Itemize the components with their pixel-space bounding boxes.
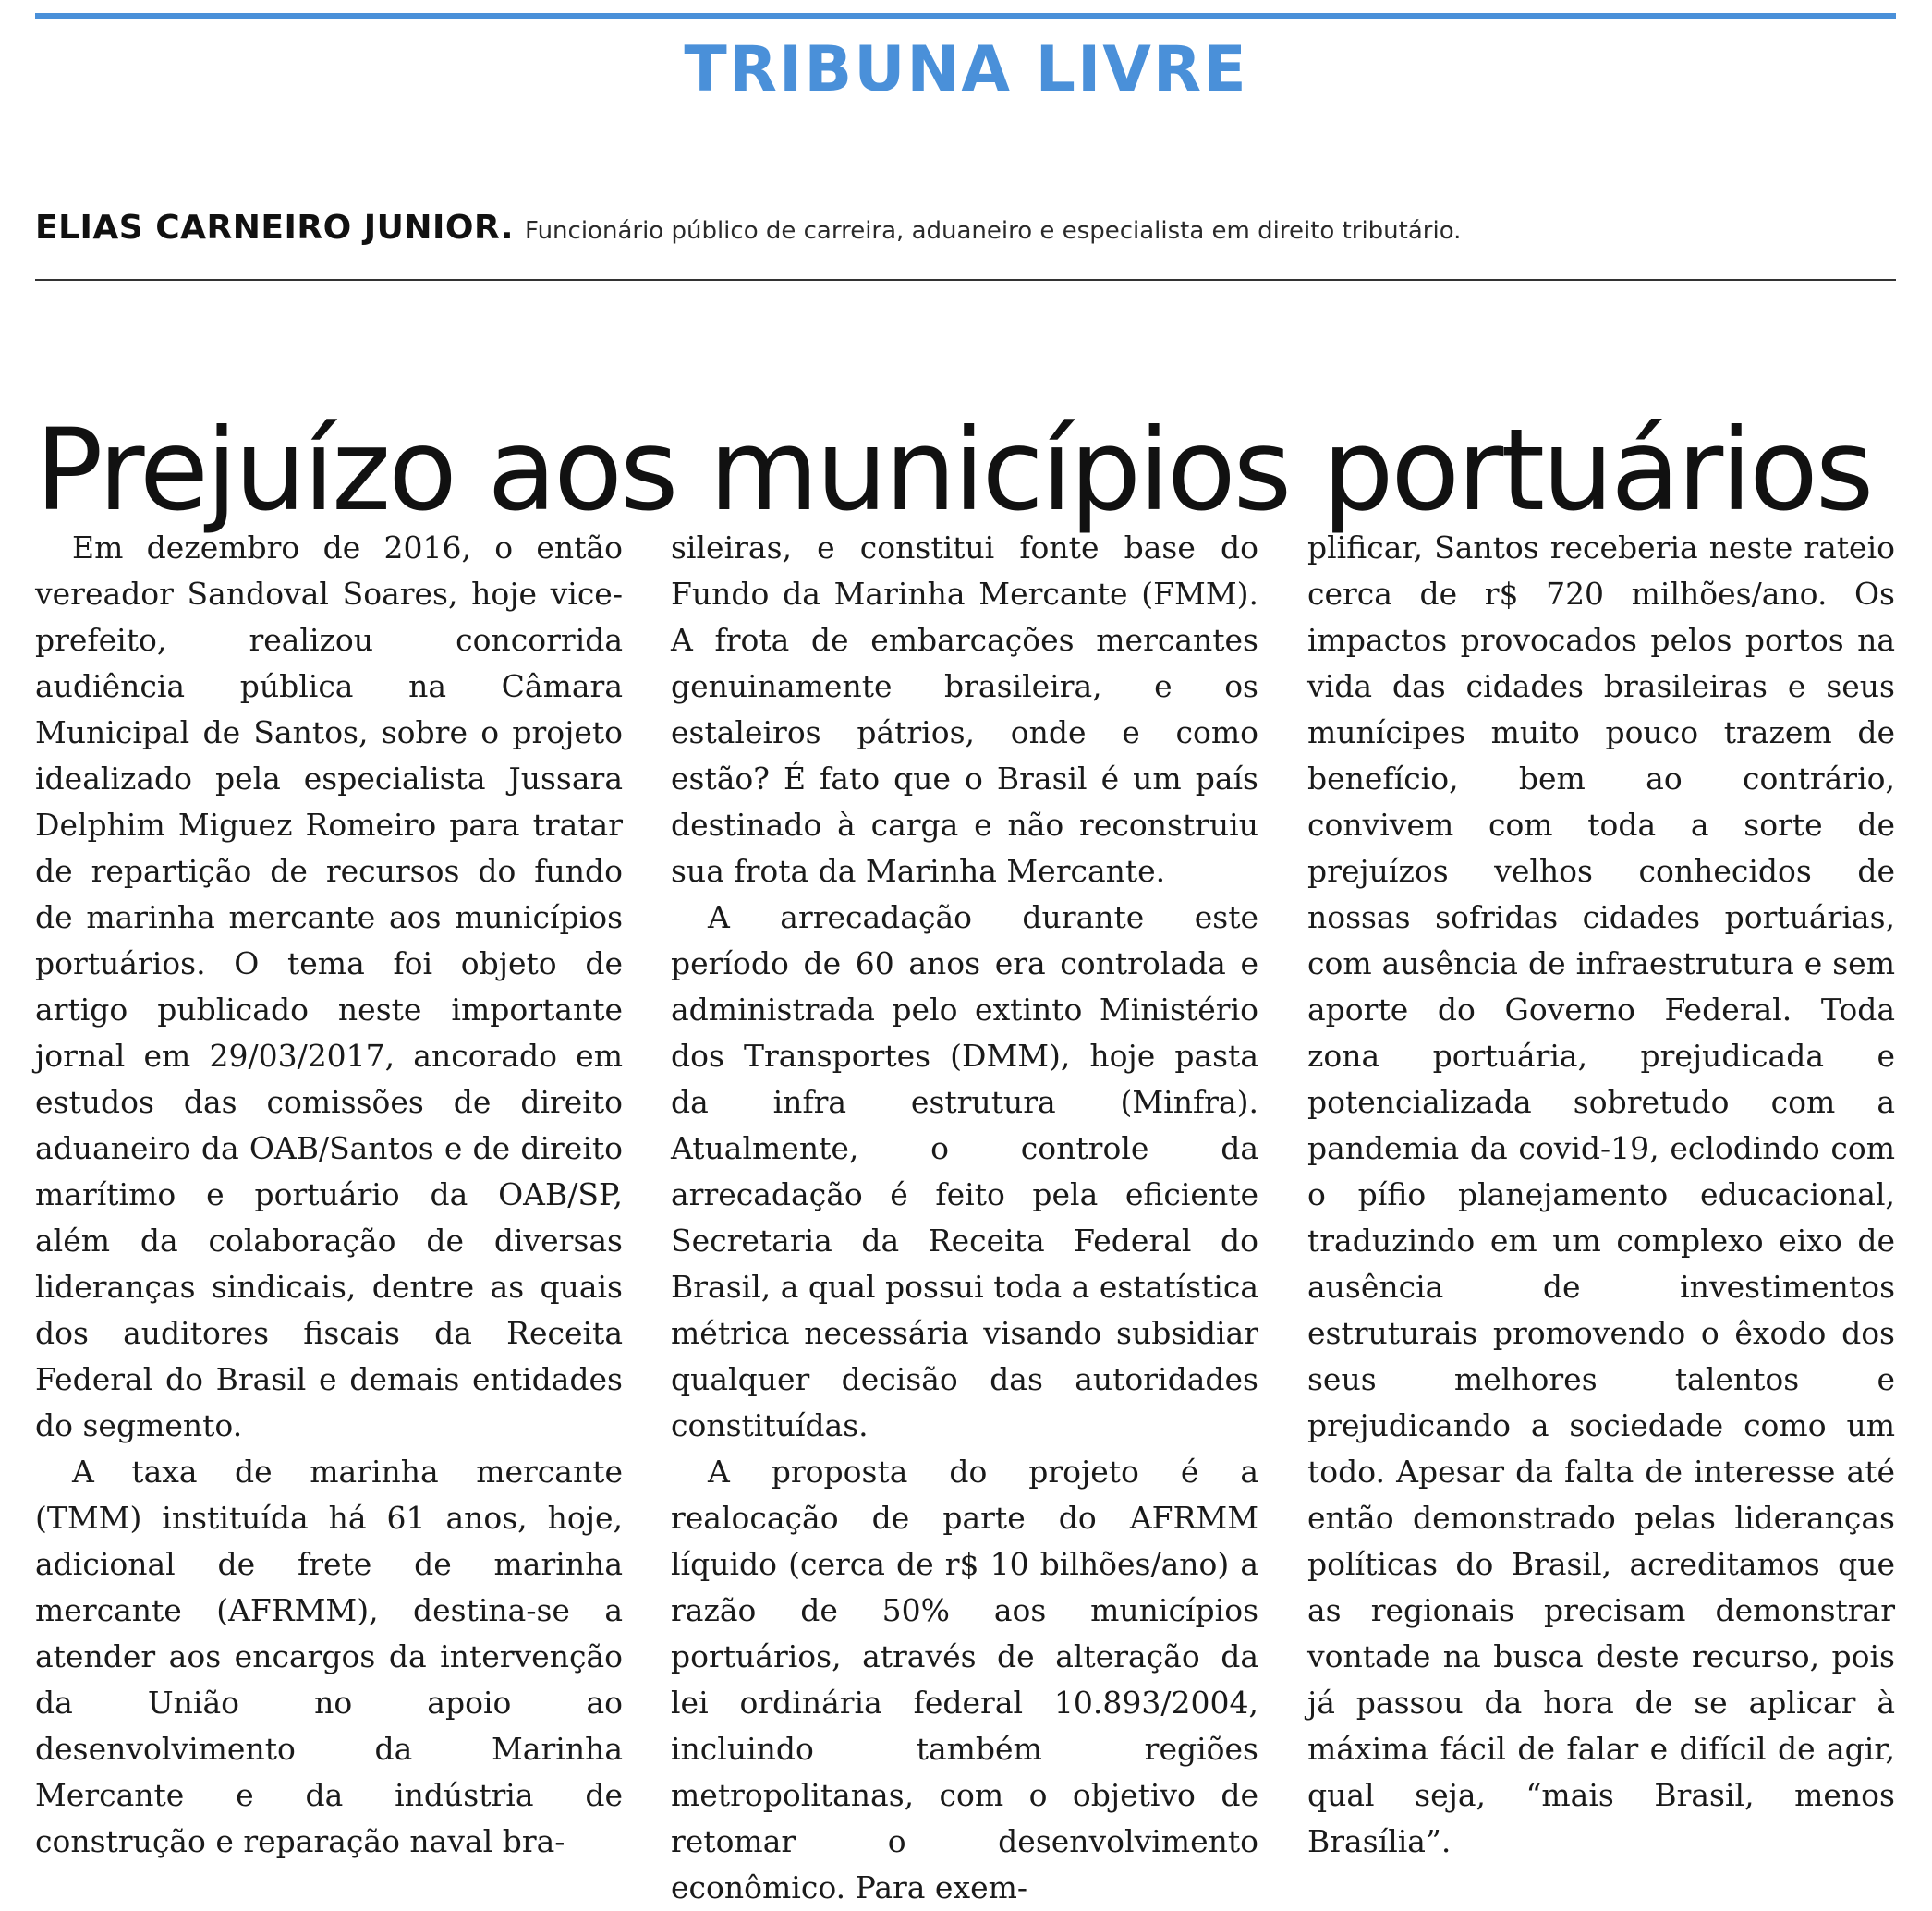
author-name: ELIAS CARNEIRO JUNIOR.	[35, 209, 515, 247]
section-top-rule	[35, 13, 1896, 19]
article-paragraph: A proposta do projeto é a realocação de parte do AFRMM líquido (cerca de r$ 10 bilhões/ano) a razão de 50% aos municípios portuários, através de alteração da lei ordinária federal 10.893/2004, incluindo também regiões metropolitanas, com o objetivo de retomar o desenvolvimento econômico. Para exem-	[671, 1454, 1258, 1905]
article-paragraph: Em dezembro de 2016, o então vereador Sandoval Soares, hoje vice-prefeito, realizou concorrida audiência pública na Câmara Municipal de Santos, sobre o projeto idealizado pela especialista Jussara Delphim Miguez Romeiro para tratar de repartição de recursos do fundo de marinha mercante aos municípios portuários. O tema foi objeto de artigo publicado neste importante jornal em 29/03/2017, ancorado em estudos das comissões de direito aduaneiro da OAB/Santos e de direito marítimo e portuário da OAB/SP, além da colaboração de diversas lideranças sindicais, dentre as quais dos auditores fiscais da Receita Federal do Brasil e demais entidades do segmento.	[35, 529, 623, 1443]
article-paragraph: A taxa de marinha mercante (TMM) instituída há 61 anos, hoje, adicional de frete de marinha mercante (AFRMM), destina-se a atender aos encargos da intervenção da União no apoio ao desenvolvimento da Marinha Mercante e da indústria de construção e reparação naval bra-	[35, 1454, 623, 1859]
section-title: TRIBUNA LIVRE	[684, 33, 1248, 106]
byline	[35, 205, 1896, 258]
author-description: Funcionário público de carreira, aduaneiro e especialista em direito tributário.	[525, 217, 1462, 245]
byline-divider	[35, 279, 1896, 281]
article-column-1	[35, 525, 623, 1865]
article-column-2	[671, 525, 1258, 1911]
article-headline: Prejuízo aos municípios portuários	[35, 404, 1872, 536]
article-column-3	[1307, 525, 1895, 1865]
article-paragraph: sileiras, e constitui fonte base do Fundo da Marinha Mercante (FMM). A frota de embarcações mercantes genuinamente brasileira, e os estaleiros pátrios, onde e como estão? É fato que o Brasil é um país destinado à carga e não reconstruiu sua frota da Marinha Mercante.	[671, 529, 1258, 889]
article-paragraph: A arrecadação durante este período de 60 anos era controlada e administrada pelo extinto Ministério dos Transportes (DMM), hoje pasta da infra estrutura (Minfra). Atualmente, o controle da arrecadação é feito pela eficiente Secretaria da Receita Federal do Brasil, a qual possui toda a estatística métrica necessária visando subsidiar qualquer decisão das autoridades constituídas.	[671, 899, 1258, 1443]
article-paragraph: plificar, Santos receberia neste rateio cerca de r$ 720 milhões/ano. Os impactos provocados pelos portos na vida das cidades brasileiras e seus munícipes muito pouco trazem de benefício, bem ao contrário, convivem com toda a sorte de prejuízos velhos conhecidos de nossas sofridas cidades portuárias, com ausência de infraestrutura e sem aporte do Governo Federal. Toda zona portuária, prejudicada e potencializada sobretudo com a pandemia da covid-19, eclodindo com o pífio planejamento educacional, traduzindo em um complexo eixo de ausência de investimentos estruturais promovendo o êxodo dos seus melhores talentos e prejudicando a sociedade como um todo. Apesar da falta de interesse até então demonstrado pelas lideranças políticas do Brasil, acreditamos que as regionais precisam demonstrar vontade na busca deste recurso, pois já passou da hora de se aplicar à máxima fácil de falar e difícil de agir, qual seja, “mais Brasil, menos Brasília”.	[1307, 529, 1895, 1859]
